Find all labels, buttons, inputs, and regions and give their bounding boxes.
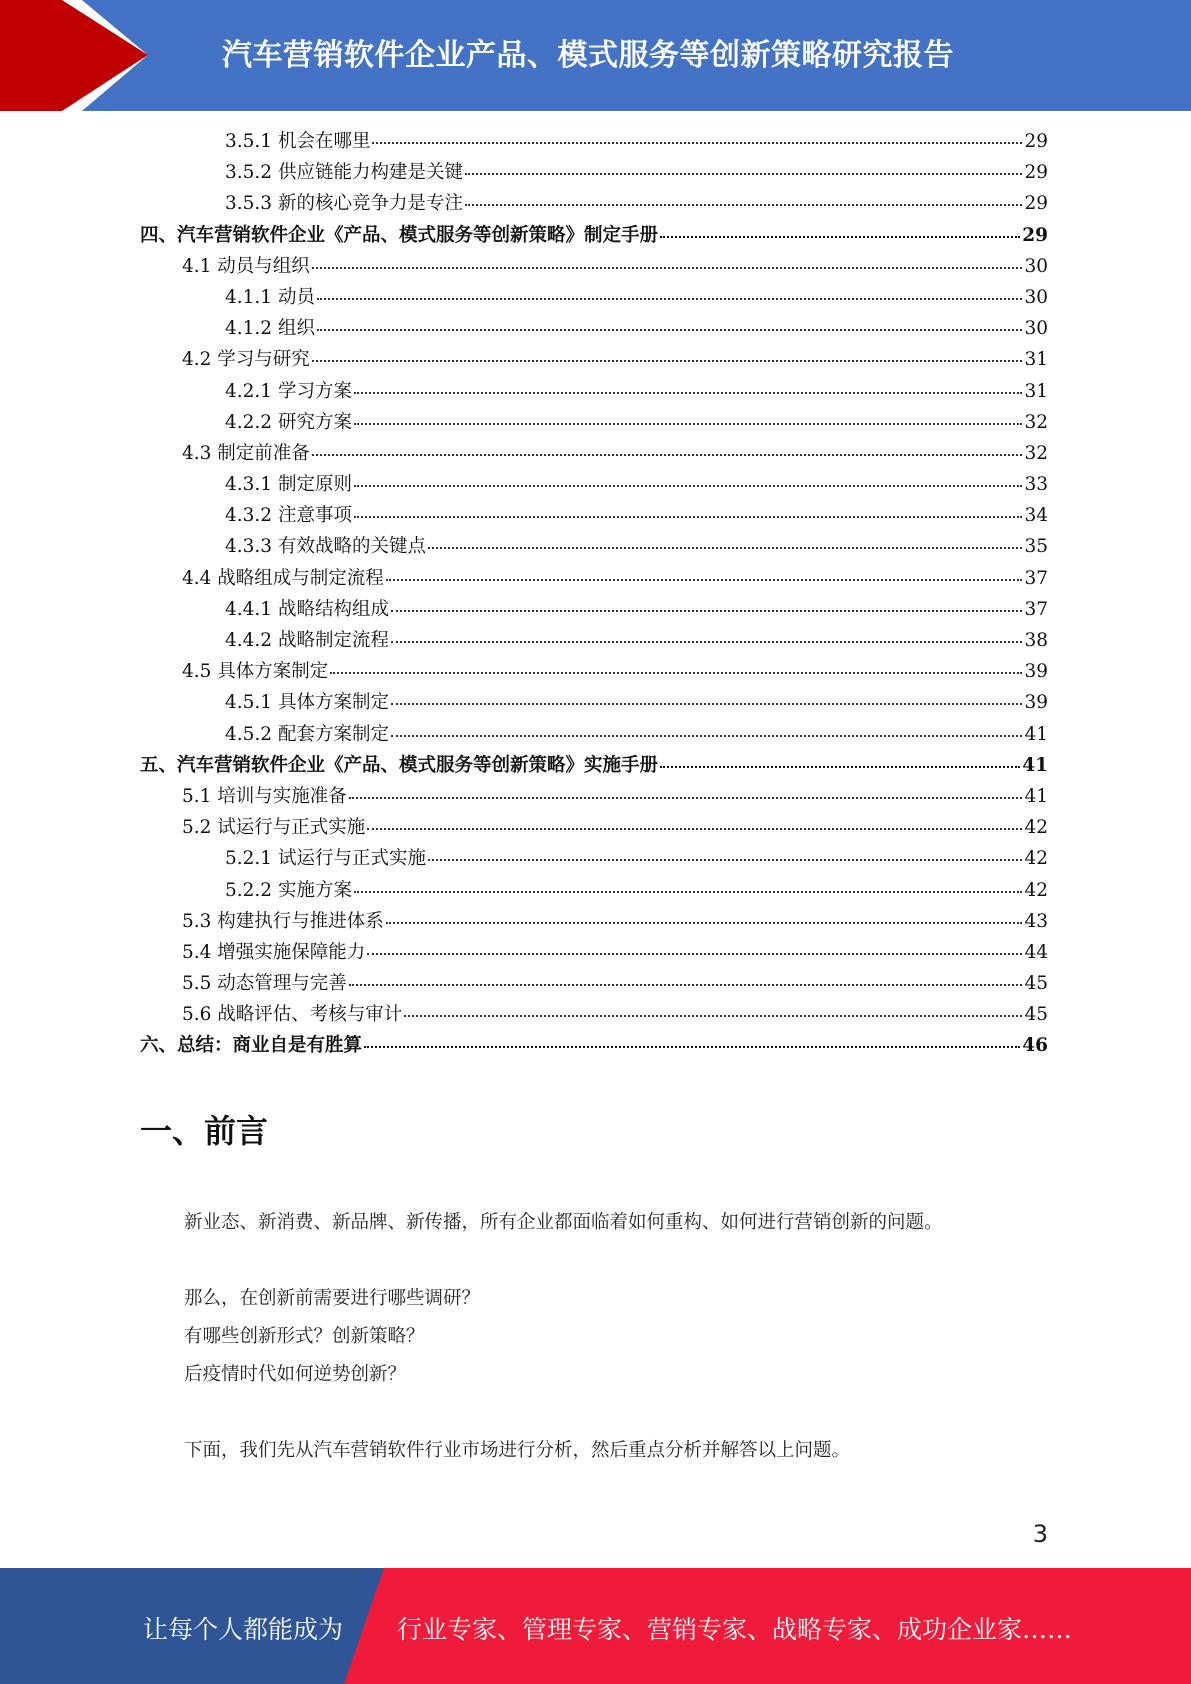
toc-entry[interactable]	[140, 876, 1048, 907]
toc-dot-leader	[391, 734, 1022, 737]
toc-entry-page: 39	[1024, 692, 1048, 714]
toc-entry[interactable]	[140, 252, 1048, 283]
toc-dot-leader	[391, 702, 1022, 705]
toc-entry[interactable]	[140, 127, 1048, 158]
toc-entry[interactable]	[140, 1031, 1048, 1062]
toc-entry-title: 5.2.2 实施方案	[225, 879, 352, 901]
toc-entry[interactable]	[140, 907, 1048, 938]
toc-entry[interactable]	[140, 626, 1048, 657]
toc-dot-leader	[465, 203, 1022, 206]
toc-entry-title: 4.1.1 动员	[225, 286, 315, 308]
toc-entry[interactable]	[140, 439, 1048, 470]
toc-dot-leader	[367, 952, 1022, 955]
toc-entry[interactable]	[140, 221, 1048, 252]
toc-dot-leader	[354, 484, 1023, 487]
toc-entry-page: 41	[1024, 723, 1048, 745]
footer-slogan-left: 让每个人都能成为	[143, 1615, 344, 1644]
toc-entry[interactable]	[140, 1000, 1048, 1031]
toc-entry-page: 39	[1024, 661, 1048, 683]
page-header	[0, 0, 1191, 111]
toc-entry-title: 4.5.1 具体方案制定	[225, 692, 389, 714]
toc-entry-title: 4.4.1 战略结构组成	[225, 598, 389, 620]
toc-entry-page: 29	[1022, 224, 1048, 246]
toc-entry-title: 5.4 增强实施保障能力	[182, 941, 366, 963]
toc-entry-page: 30	[1024, 286, 1048, 308]
toc-entry-page: 29	[1024, 162, 1048, 184]
toc-entry[interactable]	[140, 345, 1048, 376]
toc-entry[interactable]	[140, 657, 1048, 688]
toc-entry[interactable]	[140, 377, 1048, 408]
toc-entry[interactable]	[140, 938, 1048, 969]
toc-dot-leader	[660, 235, 1020, 238]
toc-entry[interactable]	[140, 564, 1048, 595]
toc-entry-title: 5.2.1 试运行与正式实施	[225, 848, 426, 870]
paragraph-question-2: 有哪些创新形式？创新策略？	[184, 1326, 425, 1347]
toc-entry[interactable]	[140, 844, 1048, 875]
toc-dot-leader	[364, 1045, 1020, 1048]
toc-entry[interactable]	[140, 501, 1048, 532]
toc-entry-page: 41	[1022, 754, 1048, 776]
toc-entry-page: 45	[1024, 1004, 1048, 1026]
toc-dot-leader	[386, 921, 1023, 924]
toc-entry-title: 4.2.1 学习方案	[225, 380, 352, 402]
toc-entry[interactable]	[140, 720, 1048, 751]
toc-entry-page: 42	[1024, 848, 1048, 870]
toc-dot-leader	[391, 640, 1022, 643]
toc-dot-leader	[354, 422, 1023, 425]
toc-dot-leader	[349, 796, 1023, 799]
toc-entry-page: 46	[1022, 1035, 1048, 1057]
toc-dot-leader	[317, 297, 1023, 300]
header-title: 汽车营销软件企业产品、模式服务等创新策略研究报告	[222, 38, 954, 73]
toc-dot-leader	[354, 391, 1023, 394]
toc-entry-title: 4.1 动员与组织	[182, 255, 310, 277]
toc-dot-leader	[354, 515, 1023, 518]
paragraph-question-3: 后疫情时代如何逆势创新？	[184, 1364, 407, 1385]
toc-entry-title: 四、汽车营销软件企业《产品、模式服务等创新策略》制定手册	[140, 224, 659, 246]
toc-entry-title: 4.2.2 研究方案	[225, 411, 352, 433]
toc-entry-title: 5.6 战略评估、考核与审计	[182, 1004, 403, 1026]
toc-entry-title: 六、总结：商业自是有胜算	[140, 1035, 363, 1057]
page-footer	[0, 1568, 1191, 1684]
toc-dot-leader	[317, 328, 1023, 331]
toc-entry-page: 45	[1024, 973, 1048, 995]
toc-dot-leader	[465, 172, 1022, 175]
toc-entry-page: 44	[1024, 941, 1048, 963]
toc-entry-title: 五、汽车营销软件企业《产品、模式服务等创新策略》实施手册	[140, 754, 659, 776]
paragraph-question-1: 那么，在创新前需要进行哪些调研？	[184, 1288, 481, 1309]
toc-entry-page: 38	[1024, 630, 1048, 651]
toc-dot-leader	[386, 578, 1023, 581]
toc-entry-title: 4.3.3 有效战略的关键点	[225, 536, 426, 558]
toc-entry-page: 30	[1024, 318, 1048, 340]
toc-entry-title: 4.5 具体方案制定	[182, 661, 329, 683]
toc-entry[interactable]	[140, 782, 1048, 813]
toc-entry-page: 41	[1024, 785, 1048, 807]
toc-entry-page: 37	[1024, 598, 1048, 620]
toc-entry[interactable]	[140, 688, 1048, 719]
toc-dot-leader	[391, 609, 1022, 612]
toc-entry-page: 29	[1024, 193, 1048, 215]
toc-entry[interactable]	[140, 969, 1048, 1000]
toc-dot-leader	[428, 858, 1022, 861]
toc-entry-page: 31	[1024, 349, 1048, 371]
paragraph-intro: 新业态、新消费、新品牌、新传播，所有企业都面临着如何重构、如何进行营销创新的问题。	[184, 1212, 943, 1233]
toc-entry-page: 42	[1024, 817, 1048, 839]
toc-entry-page: 33	[1024, 474, 1048, 496]
toc-entry-title: 3.5.3 新的核心竞争力是专注	[225, 193, 463, 215]
toc-dot-leader	[428, 546, 1022, 549]
toc-entry-title: 4.5.2 配套方案制定	[225, 723, 389, 745]
section-title: 一、前言	[140, 1112, 269, 1150]
toc-entry[interactable]	[140, 813, 1048, 844]
toc-entry[interactable]	[140, 595, 1048, 626]
toc-entry[interactable]	[140, 408, 1048, 439]
toc-entry[interactable]	[140, 314, 1048, 345]
toc-entry-page: 37	[1024, 567, 1048, 589]
toc-entry-title: 4.1.2 组织	[225, 318, 315, 340]
toc-entry-title: 4.3.2 注意事项	[225, 505, 352, 527]
toc-entry-page: 30	[1024, 255, 1048, 277]
toc-entry-title: 5.3 构建执行与推进体系	[182, 910, 384, 932]
toc-entry-title: 4.4 战略组成与制定流程	[182, 567, 384, 589]
toc-entry-title: 4.3 制定前准备	[182, 442, 310, 464]
toc-entry-page: 31	[1024, 380, 1048, 402]
toc-dot-leader	[312, 266, 1023, 269]
toc-entry-page: 35	[1024, 536, 1048, 558]
toc-entry[interactable]	[140, 158, 1048, 189]
toc-entry[interactable]	[140, 470, 1048, 501]
table-of-contents	[140, 127, 1048, 1063]
toc-entry-page: 43	[1024, 910, 1048, 932]
toc-entry-page: 42	[1024, 879, 1048, 901]
toc-entry-title: 5.5 动态管理与完善	[182, 973, 347, 995]
toc-entry[interactable]	[140, 189, 1048, 220]
toc-dot-leader	[349, 983, 1023, 986]
toc-entry-page: 32	[1024, 411, 1048, 433]
toc-dot-leader	[404, 1014, 1022, 1017]
toc-dot-leader	[367, 827, 1022, 830]
paragraph-conclusion: 下面，我们先从汽车营销软件行业市场进行分析，然后重点分析并解答以上问题。	[184, 1440, 851, 1461]
footer-slogan-right: 行业专家、管理专家、营销专家、战略专家、成功企业家……	[397, 1615, 1073, 1644]
toc-entry-title: 4.3.1 制定原则	[225, 474, 352, 496]
toc-entry-title: 3.5.2 供应链能力构建是关键	[225, 162, 463, 184]
page-number: 3	[1032, 1520, 1048, 1548]
toc-dot-leader	[312, 359, 1023, 362]
toc-dot-leader	[372, 141, 1022, 144]
toc-dot-leader	[354, 890, 1023, 893]
toc-entry-title: 5.2 试运行与正式实施	[182, 817, 366, 839]
toc-entry[interactable]	[140, 751, 1048, 782]
toc-entry[interactable]	[140, 532, 1048, 563]
toc-entry-page: 29	[1024, 131, 1048, 152]
toc-entry-page: 34	[1024, 505, 1048, 527]
toc-entry-title: 4.2 学习与研究	[182, 349, 310, 371]
toc-entry-title: 4.4.2 战略制定流程	[225, 630, 389, 651]
toc-dot-leader	[330, 671, 1022, 674]
toc-entry-title: 5.1 培训与实施准备	[182, 785, 347, 807]
toc-entry[interactable]	[140, 283, 1048, 314]
toc-entry-title: 3.5.1 机会在哪里	[225, 131, 371, 152]
toc-entry-page: 32	[1024, 442, 1048, 464]
toc-dot-leader	[312, 453, 1023, 456]
toc-dot-leader	[660, 765, 1020, 768]
